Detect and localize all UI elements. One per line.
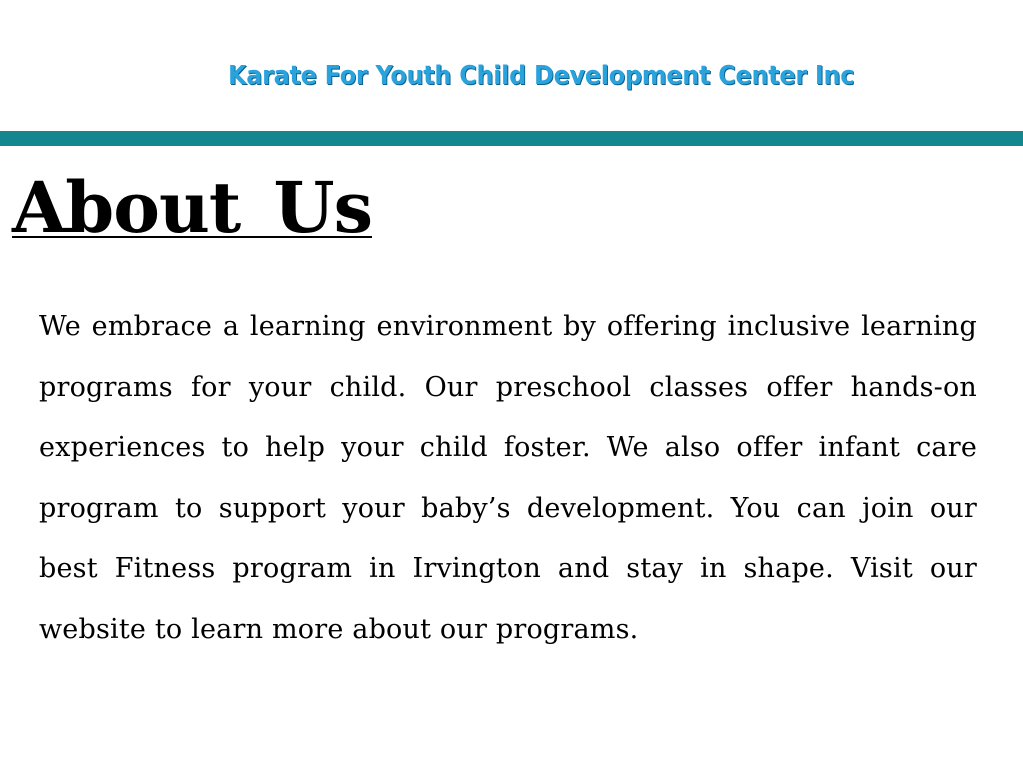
about-paragraph: We embrace a learning environment by offering inclusive learning programs for your child. Our preschool classes offer hands-on experiences to help your child foster. We also offer infant care program to support your baby’s development. You can join our best Fitness program in Irvington and stay in shape. Visit our website to learn more about our programs. (39, 311, 977, 645)
page-title: About Us (12, 166, 372, 249)
header-divider (0, 131, 1023, 146)
company-logo-text: Karate For Youth Child Development Center Inc (228, 61, 855, 91)
